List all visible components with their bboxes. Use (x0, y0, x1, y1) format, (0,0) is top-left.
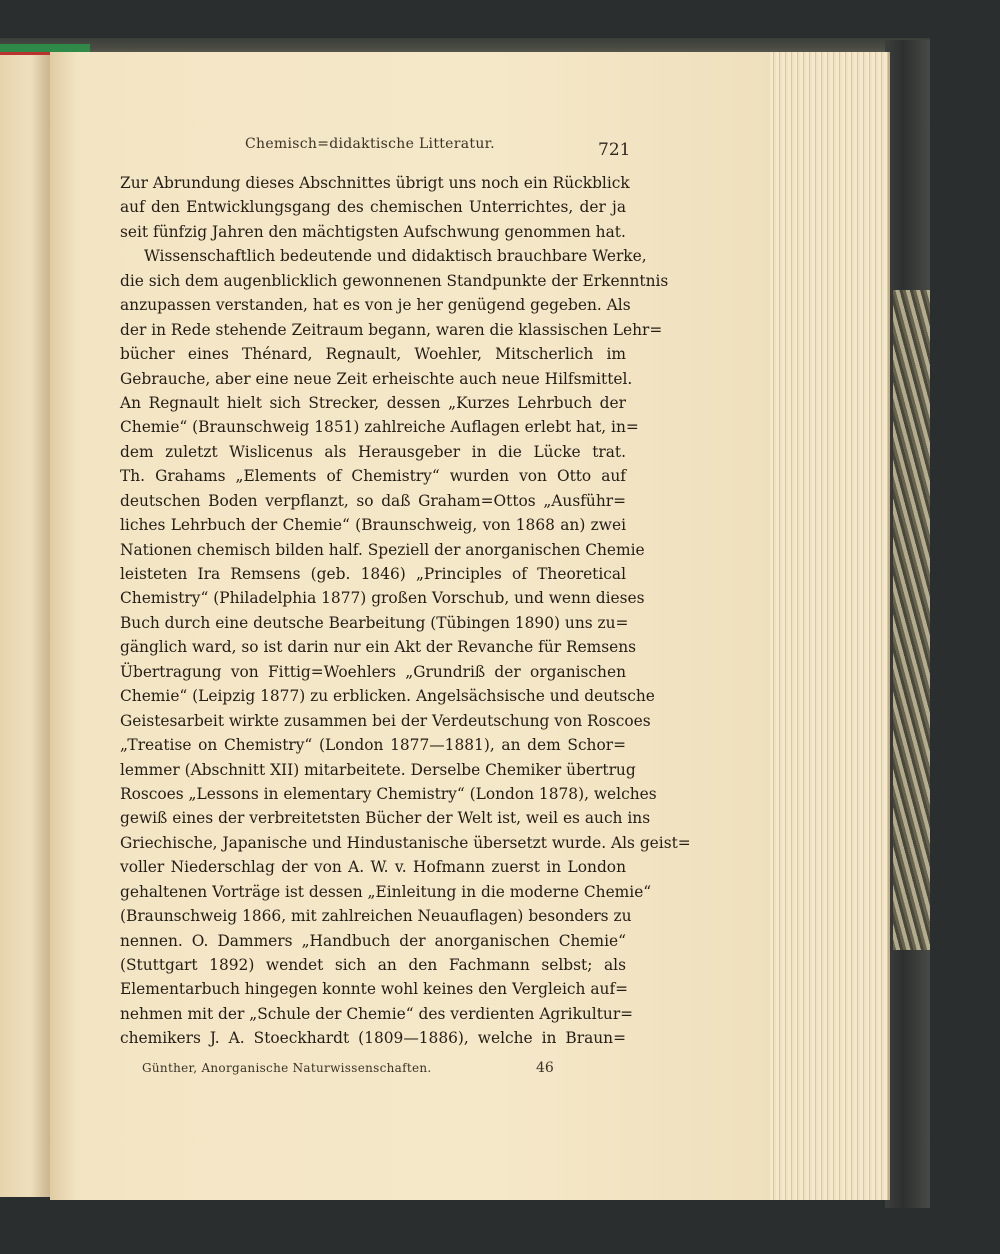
text-line: der in Rede stehende Zeitraum begann, waren die klassischen Lehr= (120, 320, 663, 339)
text-line: gehaltenen Vorträge ist dessen „Einleitung in die moderne Chemie“ (120, 882, 652, 901)
text-line: (Stuttgart 1892) wendet sich an den Fachmann selbst; als (120, 956, 626, 974)
text-line: lemmer (Abschnitt XII) mitarbeitete. Derselbe Chemiker übertrug (120, 760, 636, 779)
text-line: dem zuletzt Wislicenus als Herausgeber in die Lücke trat. (120, 442, 626, 461)
text-line: Buch durch eine deutsche Bearbeitung (Tübingen 1890) uns zu= (120, 613, 629, 632)
text-line: Th. Grahams „Elements of Chemistry“ wurden von Otto auf (120, 467, 626, 486)
text-line: „Treatise on Chemistry“ (London 1877—1881), an dem Schor= (120, 736, 626, 755)
text-line: Chemie“ (Leipzig 1877) zu erblicken. Angelsächsische und deutsche (120, 687, 655, 706)
left-page-edge (0, 44, 90, 52)
text-line: leisteten Ira Remsens (geb. 1846) „Principles of Theoretical (120, 565, 626, 583)
marbled-board (893, 290, 930, 950)
text-line: (Braunschweig 1866, mit zahlreichen Neuauflagen) besonders zu (120, 907, 632, 926)
text-line: seit fünfzig Jahren den mächtigsten Aufschwung genommen hat. (120, 222, 626, 241)
text-line: deutschen Boden verpflanzt, so daß Graham=Ottos „Ausführ= (120, 491, 626, 510)
text-line: Chemie“ (Braunschweig 1851) zahlreiche Auflagen erlebt hat, in= (120, 418, 639, 437)
text-line: chemikers J. A. Stoeckhardt (1809—1886), welche in Braun= (120, 1029, 626, 1048)
text-line: Wissenschaftlich bedeutende und didaktisch brauchbare Werke, (144, 247, 647, 266)
text-line: anzupassen verstanden, hat es von je her genügend gegeben. Als (120, 296, 631, 315)
text-line: Übertragung von Fittig=Woehlers „Grundriß der organischen (120, 662, 626, 681)
text-line: Nationen chemisch bilden half. Speziell der anorganischen Chemie (120, 540, 645, 559)
footer-signature: Günther, Anorganische Naturwissenschaften. (142, 1061, 432, 1075)
text-line: Chemistry“ (Philadelphia 1877) großen Vorschub, und wenn dieses (120, 589, 645, 608)
text-line: auf den Entwicklungsgang des chemischen Unterrichtes, der ja (120, 198, 626, 217)
running-head: Chemisch=didaktische Litteratur. (245, 136, 495, 152)
text-line: liches Lehrbuch der Chemie“ (Braunschweig, von 1868 an) zwei (120, 516, 626, 535)
text-line: Roscoes „Lessons in elementary Chemistry“ (London 1878), welches (120, 784, 657, 803)
text-line: nehmen mit der „Schule der Chemie“ des verdienten Agrikultur= (120, 1004, 634, 1023)
page-number: 721 (598, 140, 631, 160)
text-line: gänglich ward, so ist darin nur ein Akt der Revanche für Remsens (120, 638, 637, 657)
text-line: Gebrauche, aber eine neue Zeit erheischte auch neue Hilfsmittel. (120, 369, 633, 388)
text-line: Zur Abrundung dieses Abschnittes übrigt uns noch ein Rückblick (120, 174, 630, 192)
text-line: nennen. O. Dammers „Handbuch der anorganischen Chemie“ (120, 931, 626, 950)
text-line: voller Niederschlag der von A. W. v. Hofmann zuerst in London (120, 858, 626, 877)
text-line: Griechische, Japanische und Hindustanische übersetzt wurde. Als geist= (120, 833, 691, 852)
text-line: Geistesarbeit wirkte zusammen bei der Verdeutschung von Roscoes (120, 711, 651, 730)
facing-page (0, 52, 50, 1197)
body-text (120, 171, 691, 1051)
text-line: Elementarbuch hingegen konnte wohl keines den Vergleich auf= (120, 980, 629, 999)
text-line: gewiß eines der verbreitetsten Bücher der Welt ist, weil es auch ins (120, 809, 651, 828)
sheet-number: 46 (536, 1060, 554, 1076)
page-block-edges (770, 52, 890, 1200)
text-line: An Regnault hielt sich Strecker, dessen „Kurzes Lehrbuch der (120, 393, 626, 412)
text-line: bücher eines Thénard, Regnault, Woehler, Mitscherlich im (120, 345, 626, 364)
text-line: die sich dem augenblicklich gewonnenen Standpunkte der Erkenntnis (120, 271, 669, 290)
